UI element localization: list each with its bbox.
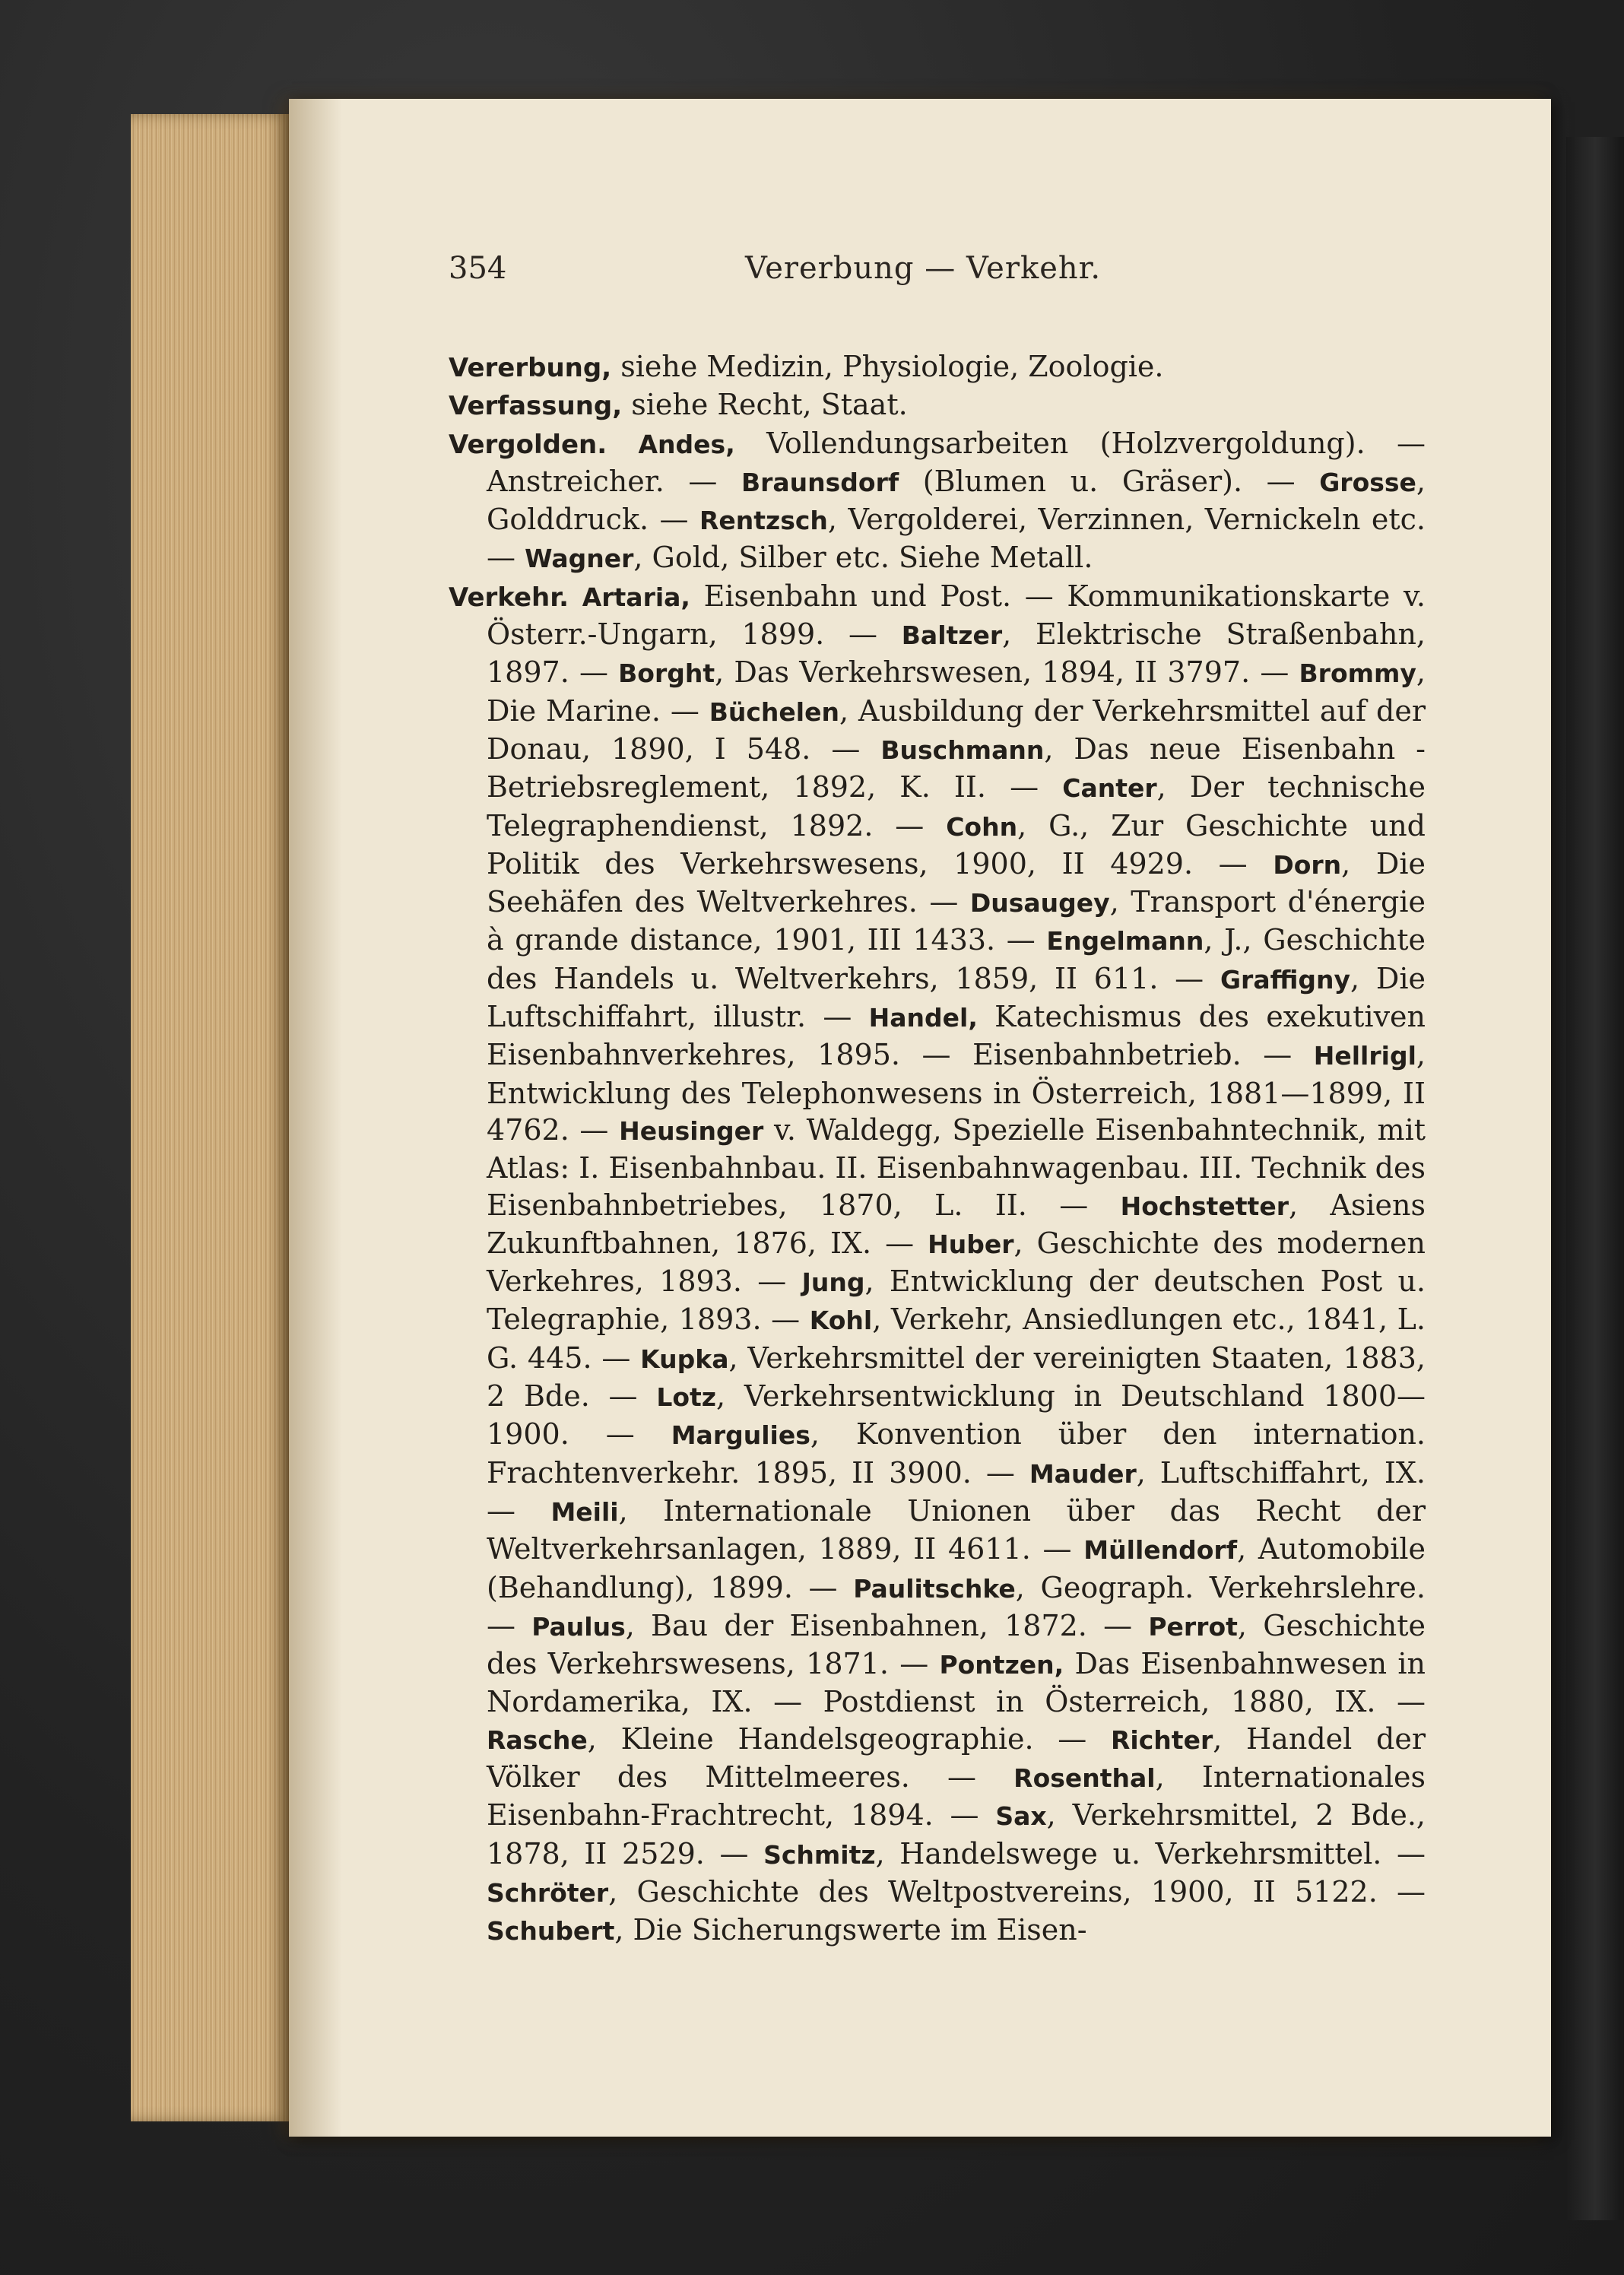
citation-text: , Verkehrsentwicklung in Deutschland 1800—1900. — — [487, 1379, 1426, 1452]
author-name: Hochstetter — [1120, 1191, 1289, 1221]
author-name: Engelmann — [1046, 926, 1204, 957]
author-name: Grosse — [1319, 467, 1416, 497]
author-name: Cohn — [946, 811, 1018, 842]
author-name: Baltzer — [901, 620, 1003, 651]
citation-text: , Die Luftschiffahrt, illustr. — — [487, 961, 1426, 1034]
citation-text: , G., Zur Geschichte und Politik des Verkehrswesens, 1900, II 4929. — — [487, 808, 1426, 880]
citation-text: , Geschichte des Weltpostvereins, 1900, II 5122. — — [608, 1874, 1426, 1909]
citation-text: , Internationale Unionen über das Recht der Weltverkehrsanlagen, 1889, II 4611. — — [487, 1493, 1426, 1566]
author-name: Huber — [928, 1229, 1014, 1259]
citation-text: , Luftschiffahrt, IX. — — [487, 1455, 1426, 1528]
citation-text: , Verkehr, Ansiedlungen etc., 1841, L. G. 445. — — [487, 1302, 1426, 1375]
citation-text: , Vergolderei, Verzinnen, Vernickeln etc. — — [487, 503, 1426, 575]
entry-head: Vererbung, — [449, 353, 612, 383]
page-number: 354 — [449, 251, 507, 286]
author-name: Kupka — [640, 1344, 729, 1374]
citation-text: , Handel der Völker des Mittelmeeres. — — [487, 1721, 1426, 1794]
author-name: Rasche — [487, 1724, 588, 1755]
citation-text: , Asiens Zukunftbahnen, 1876, IX. — — [487, 1188, 1426, 1260]
entry-vererbung — [449, 348, 1426, 386]
author-name: Paulitschke — [853, 1573, 1016, 1604]
citation-text: , Das Verkehrswesen, 1894, II 3797. — — [715, 655, 1299, 690]
author-name: Meili — [550, 1496, 619, 1527]
author-name: Schröter — [487, 1877, 609, 1908]
author-name: Artaria, — [582, 582, 690, 612]
citation-text: , Verkehrsmittel der vereinigten Staaten, 1883, 2 Bde. — — [487, 1341, 1426, 1414]
citation-text: , Transport d'énergie à grande distance, 1901, III 1433. — — [487, 885, 1426, 957]
entry-body — [487, 427, 1426, 575]
author-name: Rentzsch — [699, 506, 828, 536]
citation-text: , Die Sicherungswerte im Eisen- — [614, 1913, 1087, 1947]
citation-text: , Konvention über den internation. Frachtenverkehr. 1895, II 3900. — — [487, 1417, 1426, 1490]
entry-head: Verkehr. — [449, 582, 569, 613]
entry-vergolden — [449, 425, 1426, 578]
author-name: Schmitz — [763, 1839, 876, 1870]
author-name: Pontzen, — [939, 1650, 1064, 1680]
entry-text: siehe Recht, Staat. — [622, 388, 908, 422]
citation-text: (Blumen u. Gräser). — — [899, 464, 1320, 498]
citation-text: v. Waldegg, Spezielle Eisenbahntechnik, mit Atlas: I. Eisenbahnbau. II. Eisenbahnwagenbau. III. Technik des Eisenbahnbetriebes, 1870, L. II. — — [487, 1112, 1426, 1222]
author-name: Paulus — [531, 1611, 626, 1642]
author-name: Brommy — [1299, 658, 1416, 689]
author-name: Richter — [1111, 1724, 1213, 1755]
author-name: Müllendorf — [1083, 1535, 1238, 1566]
citation-text: , Verkehrsmittel, 2 Bde., 1878, II 2529. — — [487, 1798, 1426, 1870]
citation-text: Vollendungsarbeiten (Holzvergoldung). — Anstreicher. — — [487, 426, 1426, 498]
author-name: Kohl — [809, 1306, 873, 1336]
citation-text: , Golddruck. — — [487, 464, 1426, 537]
binding-rim — [1566, 137, 1624, 2220]
citation-text: , Das neue Eisenbahn - Betriebsreglement, 1892, K. II. — — [487, 731, 1426, 804]
author-name: Canter — [1062, 773, 1157, 804]
citation-text: , Geschichte des Verkehrswesens, 1871. — — [487, 1608, 1426, 1681]
author-name: Heusinger — [619, 1115, 764, 1146]
page-gutter-shadow — [289, 99, 342, 2137]
author-name: Andes, — [638, 429, 735, 459]
author-name: Rosenthal — [1013, 1763, 1156, 1793]
citation-text: , Die Marine. — — [487, 655, 1426, 728]
author-name: Graffigny — [1220, 964, 1351, 995]
entry-head: Vergolden. — [449, 429, 607, 460]
citation-text: , Entwicklung des Telephonwesens in Österreich, 1881—1899, II 4762. — — [487, 1038, 1426, 1147]
citation-text: , Kleine Handelsgeographie. — — [587, 1721, 1112, 1756]
author-name: Mauder — [1029, 1458, 1137, 1489]
citation-text: Das Eisenbahnwesen in Nordamerika, IX. — Postdienst in Österreich, 1880, IX. — — [487, 1647, 1426, 1719]
author-name: Lotz — [656, 1382, 717, 1413]
entry-verfassung — [449, 386, 1426, 424]
citation-text: , Automobile (Behandlung), 1899. — — [487, 1532, 1426, 1604]
page-edges — [131, 114, 290, 2121]
author-name: Schubert — [487, 1916, 615, 1947]
citation-text: , Gold, Silber etc. Siehe Metall. — [633, 541, 1093, 575]
citation-text: , Der technische Telegraphendienst, 1892. — — [487, 770, 1426, 842]
citation-text: , Die Seehäfen des Weltverkehres. — — [487, 846, 1426, 919]
citation-text: , Handelswege u. Verkehrsmittel. — — [875, 1836, 1426, 1870]
entry-head: Verfassung, — [449, 391, 623, 422]
author-name: Sax — [995, 1801, 1047, 1832]
citation-text: , Entwicklung der deutschen Post u. Telegraphie, 1893. — — [487, 1264, 1426, 1337]
citation-text: , Geograph. Verkehrslehre. — — [487, 1570, 1426, 1642]
author-name: Buschmann — [880, 735, 1045, 765]
author-name: Jung — [801, 1268, 865, 1298]
running-head: Vererbung — Verkehr. — [745, 251, 1102, 286]
author-name: Büchelen — [709, 696, 839, 727]
citation-text: , Geschichte des modernen Verkehres, 1893. — — [487, 1226, 1426, 1299]
citation-text: , J., Geschichte des Handels u. Weltverkehrs, 1859, II 611. — — [487, 923, 1426, 995]
citation-text: Eisenbahn und Post. — Kommunikationskarte v. Österr.-Ungarn, 1899. — — [487, 579, 1426, 652]
citation-text: , Ausbildung der Verkehrsmittel auf der Donau, 1890, I 548. — — [487, 693, 1426, 766]
author-name: Handel, — [868, 1003, 978, 1033]
entry-text: siehe Medizin, Physiologie, Zoologie. — [611, 350, 1164, 383]
author-name: Dusaugey — [969, 888, 1110, 919]
citation-text: , Bau der Eisenbahnen, 1872. — — [625, 1608, 1149, 1642]
author-name: Wagner — [525, 544, 634, 574]
author-name: Borght — [618, 658, 715, 689]
citation-text: , Elektrische Straßenbahn, 1897. — — [487, 617, 1426, 690]
citation-text: , Internationales Eisenbahn-Frachtrecht, 1894. — — [487, 1759, 1426, 1832]
author-name: Margulies — [671, 1420, 810, 1451]
author-name: Dorn — [1273, 849, 1342, 880]
citation-text: Katechismus des exekutiven Eisenbahnverkehres, 1895. — Eisenbahnbetrieb. — — [487, 1000, 1426, 1072]
index-text — [449, 348, 1426, 1950]
author-name: Hellrigl — [1313, 1041, 1416, 1071]
entry-body — [487, 579, 1426, 1947]
author-name: Braunsdorf — [741, 467, 899, 497]
author-name: Perrot — [1148, 1611, 1238, 1642]
entry-verkehr — [449, 578, 1426, 1950]
